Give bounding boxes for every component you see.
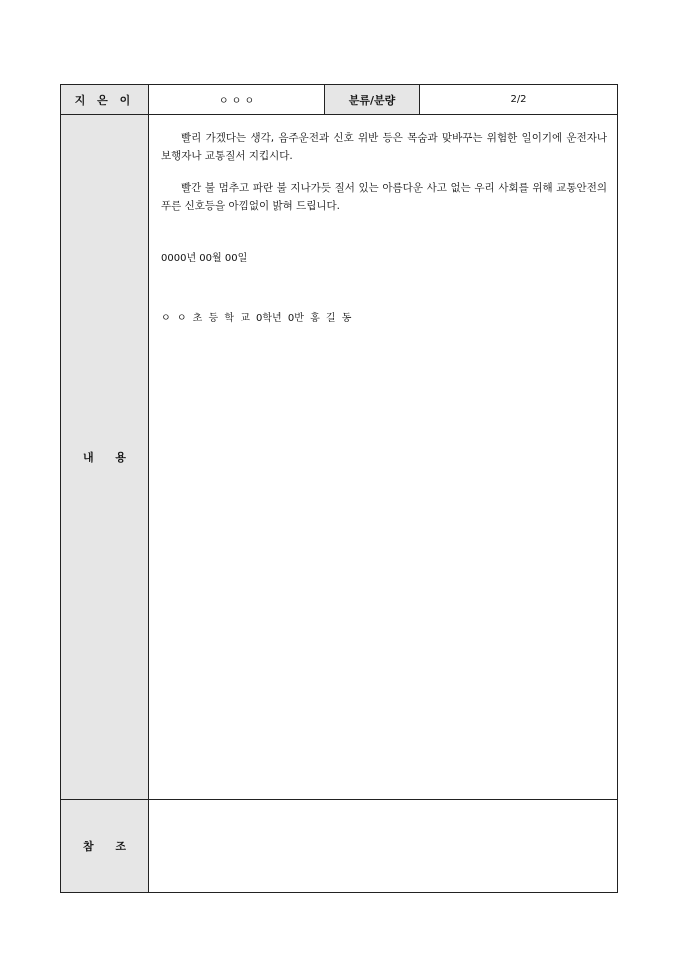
date-line: 0000년 00월 00일 [161, 253, 248, 264]
content-label: 내 용 [61, 115, 149, 800]
content-body [149, 115, 618, 800]
category-label: 분류/분량 [325, 85, 420, 115]
content-paragraph-1: 빨리 가겠다는 생각, 음주운전과 신호 위반 등은 목숨과 맞바꾸는 위험한 일이기에 운전자나 보행자나 교통질서 지킵시다. [161, 132, 607, 162]
reference-label: 참 조 [61, 800, 149, 893]
author-value: ㅇ ㅇ ㅇ [149, 85, 325, 115]
content-row [61, 115, 618, 800]
author-label: 지 은 이 [61, 85, 149, 115]
reference-row [61, 800, 618, 893]
signature-line: ㅇ ㅇ 초 등 학 교 0학년 0반 홍 길 동 [161, 313, 352, 324]
content-paragraph-2: 빨간 불 멈추고 파란 불 지나가듯 질서 있는 아름다운 사고 없는 우리 사회를 위해 교통안전의 푸른 신호등을 아낌없이 밝혀 드립니다. [161, 182, 607, 212]
header-row [61, 85, 618, 115]
submission-form-table [60, 84, 618, 893]
category-value: 2/2 [420, 85, 618, 115]
reference-value [149, 800, 618, 893]
